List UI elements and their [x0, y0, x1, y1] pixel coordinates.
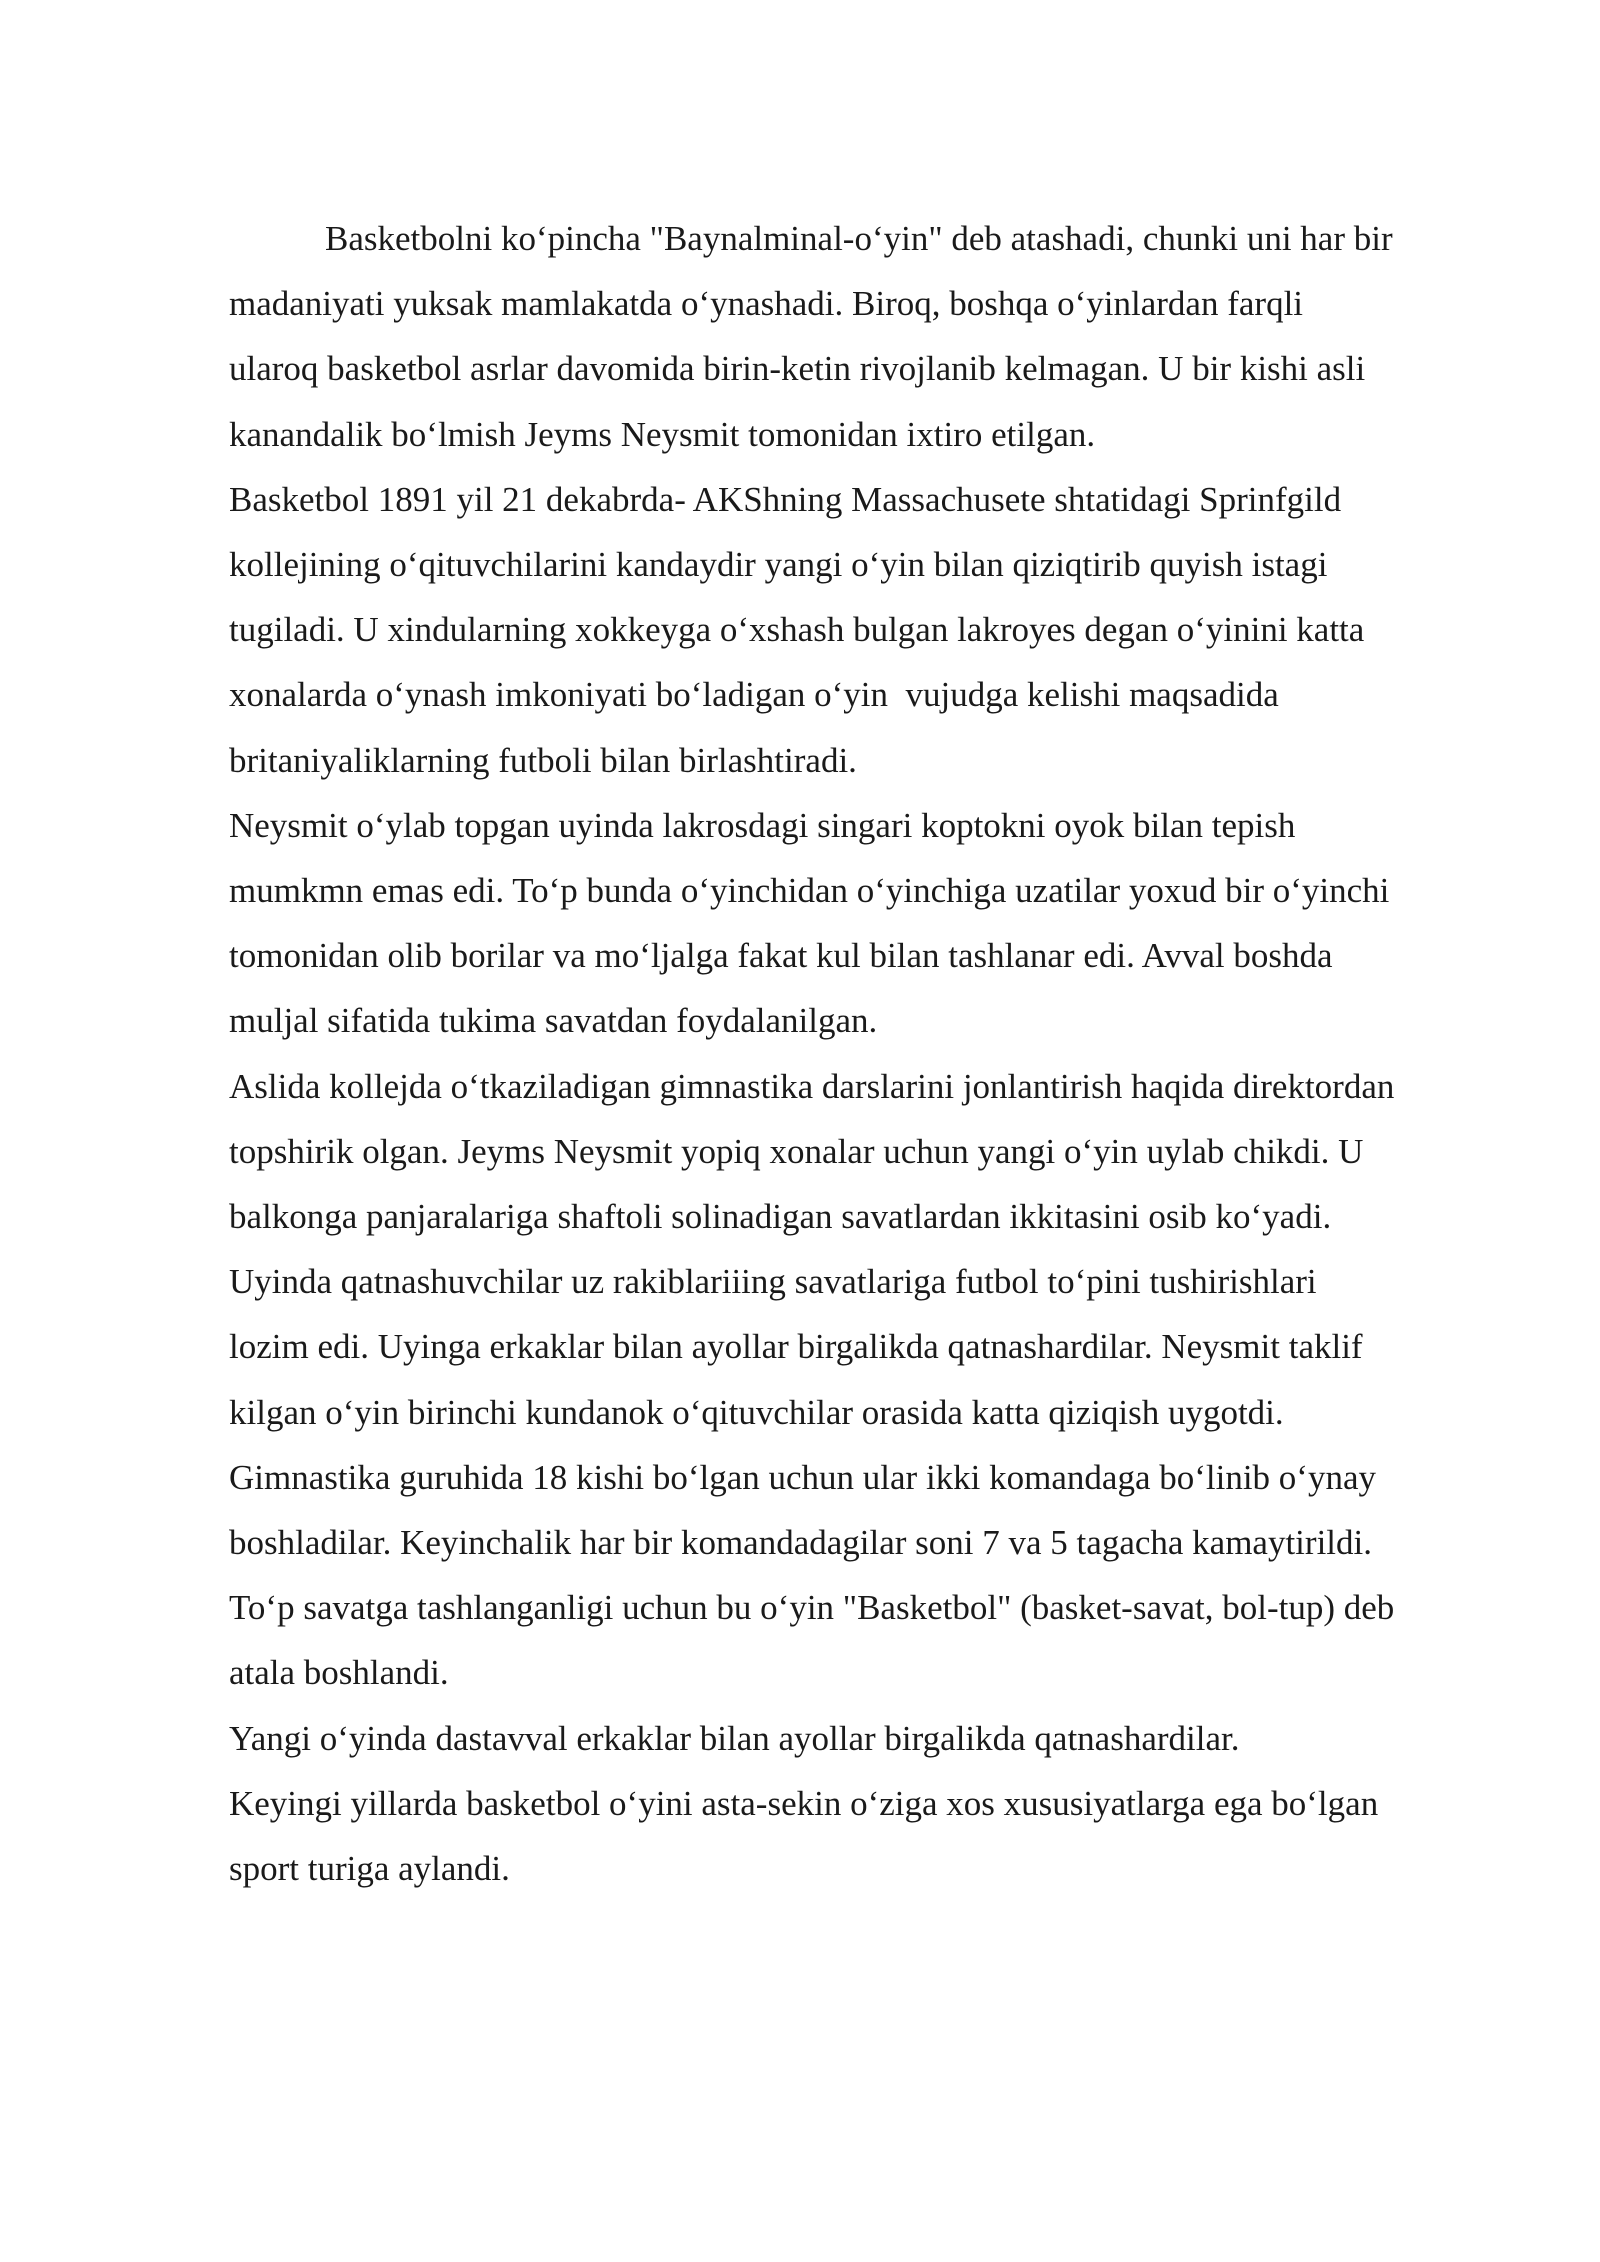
text-line: tugiladi. U xindularning xokkeyga o‘xshash bulgan lakroyes degan o‘yinini katta	[229, 610, 1365, 650]
text-line: britaniyaliklarning futboli bilan birlashtiradi.	[229, 740, 857, 780]
text-line: Basketbolni ko‘pincha "Baynalminal-o‘yin" deb atashadi, chunki uni har bir	[325, 219, 1393, 258]
text-line: kanandalik bo‘lmish Jeyms Neysmit tomonidan ixtiro etilgan.	[229, 414, 1096, 454]
text-line: topshirik olgan. Jeyms Neysmit yopiq xonalar uchun yangi o‘yin uylab chikdi. U	[229, 1131, 1364, 1171]
text-line: Keyingi yillarda basketbol o‘yini asta-sekin o‘ziga xos xususiyatlarga ega bo‘lgan	[229, 1783, 1379, 1823]
text-line: ularoq basketbol asrlar davomida birin-ketin rivojlanib kelmagan. U bir kishi asli	[229, 349, 1366, 389]
text-line: sport turiga aylandi.	[229, 1849, 510, 1889]
text-line: muljal sifatida tukima savatdan foydalanilgan.	[229, 1001, 878, 1041]
text-line: tomonidan olib borilar va mo‘ljalga fakat kul bilan tashlanar edi. Avval boshda	[229, 936, 1333, 976]
text-line: Neysmit o‘ylab topgan uyinda lakrosdagi singari koptokni oyok bilan tepish	[229, 805, 1296, 845]
text-line: To‘p savatga tashlanganligi uchun bu o‘yin "Basketbol" (basket-savat, bol-tup) deb	[229, 1588, 1395, 1628]
text-line: balkonga panjaralariga shaftoli solinadigan savatlardan ikkitasini osib ko‘yadi.	[229, 1197, 1332, 1237]
paragraph-intro	[229, 206, 1529, 467]
text-line: Aslida kollejda o‘tkaziladigan gimnastika darslarini jonlantirish haqida direktordan	[229, 1066, 1395, 1106]
paragraph-rules	[229, 793, 1529, 1054]
document-body	[229, 206, 1529, 1901]
text-line: boshladilar. Keyinchalik har bir komandadagilar soni 7 va 5 tagacha kamaytirildi.	[229, 1523, 1372, 1563]
text-line: Gimnastika guruhida 18 kishi bo‘lgan uchun ular ikki komandaga bo‘linib o‘ynay	[229, 1457, 1377, 1497]
text-line: kilgan o‘yin birinchi kundanok o‘qituvchilar orasida katta qiziqish uygotdi.	[229, 1392, 1284, 1432]
text-line: lozim edi. Uyinga erkaklar bilan ayollar birgalikda qatnashardilar. Neysmit taklif	[229, 1327, 1363, 1367]
text-line: Basketbol 1891 yil 21 dekabrda- AKShning Massachusete shtatidagi Sprinfgild	[229, 479, 1342, 519]
text-line: atala boshlandi.	[229, 1653, 449, 1693]
paragraph-history	[229, 1054, 1529, 1706]
text-line: xonalarda o‘ynash imkoniyati bo‘ladigan o‘yin vujudga kelishi maqsadida	[229, 675, 1279, 715]
paragraph-origin	[229, 467, 1529, 793]
text-line: mumkmn emas edi. To‘p bunda o‘yinchidan o‘yinchiga uzatilar yoxud bir o‘yinchi	[229, 871, 1390, 911]
text-line: Uyinda qatnashuvchilar uz rakiblariiing savatlariga futbol to‘pini tushirishlari	[229, 1262, 1317, 1302]
text-line: kollejining o‘qituvchilarini kandaydir yangi o‘yin bilan qiziqtirib quyish istagi	[229, 545, 1328, 585]
paragraph-players	[229, 1706, 1529, 1771]
paragraph-conclusion	[229, 1771, 1529, 1901]
text-line: Yangi o‘yinda dastavval erkaklar bilan ayollar birgalikda qatnashardilar.	[229, 1718, 1240, 1758]
text-line: madaniyati yuksak mamlakatda o‘ynashadi. Biroq, boshqa o‘yinlardan farqli	[229, 284, 1304, 324]
